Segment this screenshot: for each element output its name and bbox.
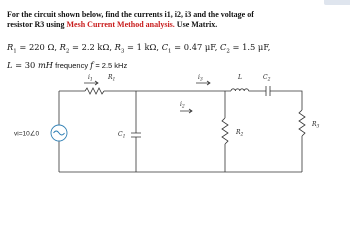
r1-symbol: R	[7, 42, 14, 52]
r1-subscript: 1	[13, 48, 17, 55]
method-highlight: Mesh Current Method analysis.	[66, 19, 175, 29]
resistor-r1	[85, 88, 104, 94]
r1-label: $R_1$	[108, 74, 116, 83]
problem-line-2-suffix: Use Matrix.	[174, 19, 218, 29]
r2-symbol: R	[59, 42, 66, 52]
i3-arrow	[196, 81, 210, 85]
frequency-word: frequency	[53, 60, 91, 70]
right-top-wire	[285, 91, 302, 110]
f-value: = 2.5 kHz	[93, 60, 128, 70]
l-label: L	[238, 74, 242, 81]
i1-label: $i_1$	[88, 74, 93, 83]
l-value: = 30	[12, 59, 38, 70]
i3-label: $i_3$	[198, 74, 203, 83]
inductor-l	[225, 89, 254, 91]
i2-arrow	[180, 109, 192, 113]
source-label: vi=10∠0	[14, 130, 40, 138]
f-symbol: f	[90, 59, 94, 70]
l-symbol: L	[7, 59, 13, 70]
r2-label: $R_2$	[236, 129, 244, 138]
c1-label: $C_1$	[118, 131, 126, 140]
c1-subscript: 1	[168, 48, 172, 55]
problem-line-2-prefix: resistor R3 using	[7, 19, 67, 29]
r3-subscript: 3	[120, 48, 125, 55]
r3-symbol: R	[114, 42, 121, 52]
capacitor-c2	[254, 86, 285, 96]
c2-subscript: 2	[226, 48, 230, 55]
c2-value: = 1.5 μF,	[229, 42, 271, 52]
r2-subscript: 2	[65, 48, 70, 55]
resistor-r2	[222, 118, 228, 144]
r3-label: $R_3$	[312, 121, 320, 130]
problem-line-1: For the circuit shown below, find the currents i1, i2, i3 and the voltage of	[7, 10, 254, 19]
c2-symbol: C	[220, 42, 227, 52]
r2-value: = 2.2 kΩ,	[69, 42, 115, 52]
r1-value: = 220 Ω,	[16, 42, 60, 52]
c1-value: = 0.47 μF,	[171, 42, 221, 52]
c2-label: $C_2$	[263, 74, 271, 83]
c1-symbol: C	[161, 42, 169, 52]
resistor-r3	[299, 110, 305, 136]
i2-label: $i_2$	[180, 101, 185, 110]
capacitor-c1	[131, 91, 141, 172]
l-unit: mH	[37, 59, 54, 70]
r3-value: = 1 kΩ,	[124, 42, 162, 52]
